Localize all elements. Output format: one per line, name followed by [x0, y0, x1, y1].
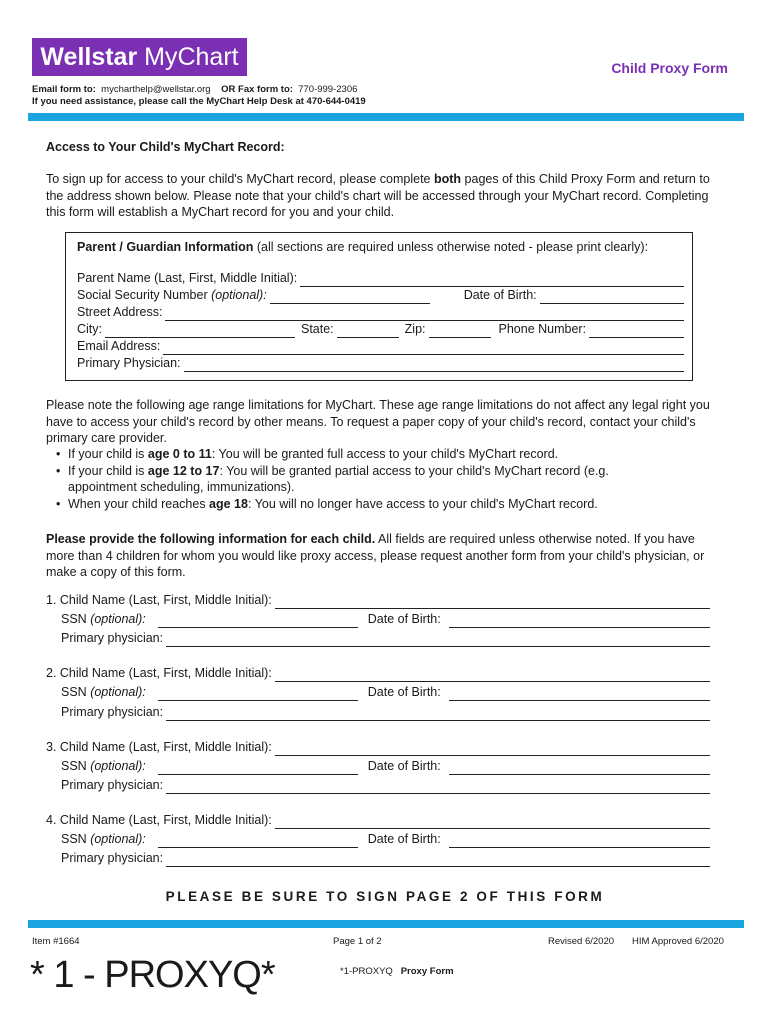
physician-row: Primary Physician:: [77, 355, 684, 372]
state-field[interactable]: [337, 325, 399, 338]
access-intro: To sign up for access to your child's MyChart record, please complete both pages of this Child Proxy Form and return to the address shown below. Please note that your child's chart will be accessed through your MyChart record. Completing this form will establish a MyChart record for you and your child.: [46, 172, 710, 219]
email-label: Email form to:: [32, 84, 96, 95]
parent-name-row: Parent Name (Last, First, Middle Initial):: [77, 270, 684, 287]
phone-field[interactable]: [589, 325, 684, 338]
child-3-dob-field[interactable]: [449, 762, 710, 775]
child-1-physician-row: Primary physician:: [61, 630, 710, 647]
child-1-dob-field[interactable]: [449, 615, 710, 628]
contact-info: [32, 84, 366, 108]
child-1-name-row: 1. Child Name (Last, First, Middle Initial):: [46, 592, 710, 609]
child-2-physician-row: Primary physician:: [61, 704, 710, 721]
child-2-name-row: 2. Child Name (Last, First, Middle Initial):: [46, 665, 710, 682]
child-3-name-row: 3. Child Name (Last, First, Middle Initial):: [46, 739, 710, 756]
guardian-section-title: Parent / Guardian Information (all sections are required unless otherwise noted - please print clearly):: [77, 240, 649, 254]
form-title: Child Proxy Form: [611, 60, 728, 76]
parent-dob-field[interactable]: [540, 291, 684, 304]
child-3-physician-row: Primary physician:: [61, 777, 710, 794]
child-3-name-field[interactable]: [275, 743, 710, 756]
child-1-ssn-field[interactable]: [158, 615, 358, 628]
child-4-dob-field[interactable]: [449, 835, 710, 848]
child-2-physician-field[interactable]: [166, 708, 710, 721]
form-code: *1-PROXYQ Proxy Form: [340, 966, 454, 977]
wellstar-mychart-logo: Wellstar MyChart: [32, 38, 247, 76]
child-1-name-field[interactable]: [275, 596, 710, 609]
him-approved-date: HIM Approved 6/2020: [632, 936, 724, 947]
child-2-ssn-field[interactable]: [158, 688, 358, 701]
child-4-physician-row: Primary physician:: [61, 850, 710, 867]
child-3-physician-field[interactable]: [166, 781, 710, 794]
list-item: • If your child is age 0 to 11: You will be granted full access to your child's MyChart record.: [54, 446, 664, 463]
parent-name-field[interactable]: [300, 274, 684, 287]
age-range-list: [54, 446, 664, 512]
child-1-physician-field[interactable]: [166, 634, 710, 647]
primary-physician-field[interactable]: [184, 359, 685, 372]
child-3-ssn-dob-row: SSN (optional): Date of Birth:: [61, 758, 710, 775]
child-2-ssn-dob-row: SSN (optional): Date of Birth:: [61, 684, 710, 701]
city-state-zip-row: City: State: Zip: Phone Number:: [77, 321, 684, 338]
list-item: • When your child reaches age 18: You will no longer have access to your child's MyChart record.: [54, 496, 664, 513]
child-4-name-row: 4. Child Name (Last, First, Middle Initial):: [46, 812, 710, 829]
child-3-ssn-field[interactable]: [158, 762, 358, 775]
parent-ssn-field[interactable]: [270, 291, 430, 304]
email-value[interactable]: mycharthelp@wellstar.org: [101, 84, 211, 95]
child-4-ssn-field[interactable]: [158, 835, 358, 848]
child-4-ssn-dob-row: SSN (optional): Date of Birth:: [61, 831, 710, 848]
child-2-name-field[interactable]: [275, 669, 710, 682]
city-field[interactable]: [105, 325, 295, 338]
bottom-divider-bar: [28, 920, 744, 928]
child-4-physician-field[interactable]: [166, 854, 710, 867]
ssn-dob-row: Social Security Number (optional): Date of Birth:: [77, 287, 684, 304]
top-divider-bar: [28, 113, 744, 121]
barcode-text: * 1 - PROXYQ*: [30, 954, 275, 996]
access-section-title: Access to Your Child's MyChart Record:: [46, 140, 285, 154]
page-number: Page 1 of 2: [333, 936, 382, 947]
street-address-field[interactable]: [165, 308, 684, 321]
item-number: Item #1664: [32, 936, 80, 947]
email-row: Email Address:: [77, 338, 684, 355]
zip-field[interactable]: [429, 325, 491, 338]
help-line: If you need assistance, please call the MyChart Help Desk at 470-644-0419: [32, 96, 366, 107]
child-2-dob-field[interactable]: [449, 688, 710, 701]
fax-label: OR Fax form to:: [221, 84, 293, 95]
sign-page-2-notice: PLEASE BE SURE TO SIGN PAGE 2 OF THIS FORM: [165, 889, 605, 904]
fax-value: 770-999-2306: [298, 84, 358, 95]
email-address-field[interactable]: [163, 342, 684, 355]
list-item: • If your child is age 12 to 17: You will be granted partial access to your child's MyChart record (e.g. appointment scheduling, immunizations).: [54, 463, 664, 496]
child-4-name-field[interactable]: [275, 816, 710, 829]
age-range-note: Please note the following age range limitations for MyChart. These age range limitations do not affect any legal right you have to access your child's record by other means. To request a paper copy of your child's record, contact your child's primary care provider.: [46, 398, 710, 445]
street-row: Street Address:: [77, 304, 684, 321]
children-intro: Please provide the following information for each child. All fields are required unless otherwise noted. If you have more than 4 children for whom you would like proxy access, please request another form from your child's physician, or make a copy of this form.: [46, 532, 705, 579]
revised-date: Revised 6/2020: [548, 936, 615, 947]
child-1-ssn-dob-row: SSN (optional): Date of Birth:: [61, 611, 710, 628]
